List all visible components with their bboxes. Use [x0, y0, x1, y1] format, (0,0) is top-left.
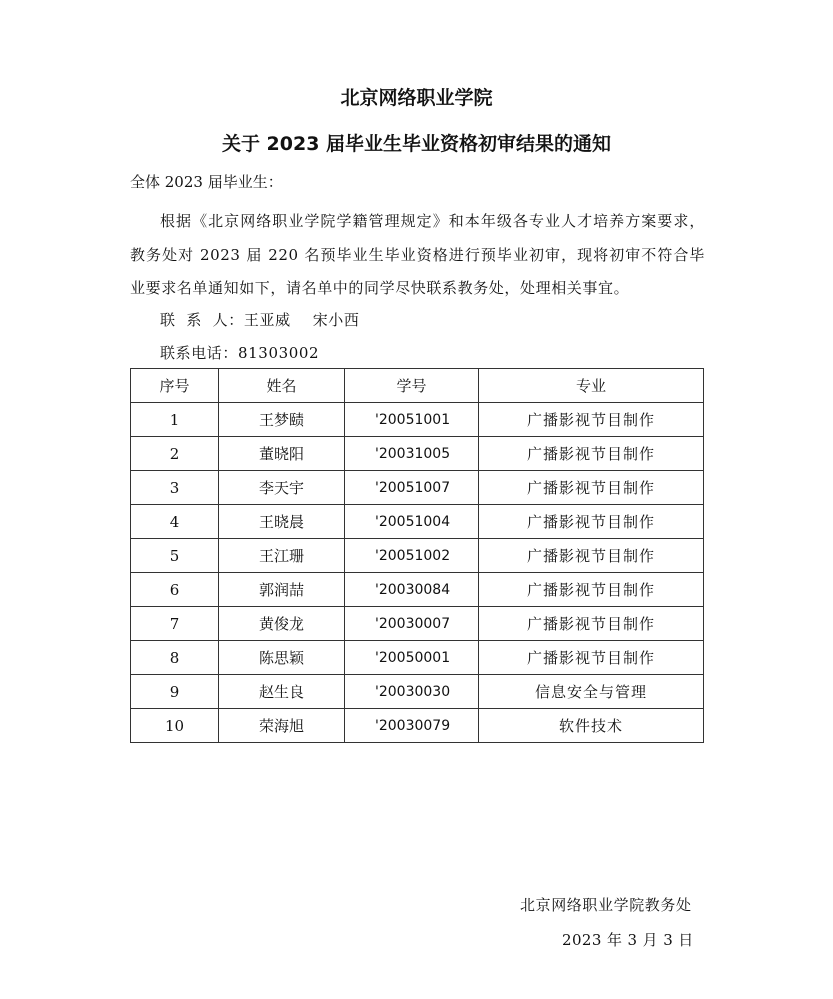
- cell-name: 黄俊龙: [219, 607, 345, 641]
- phone-line: [160, 343, 319, 363]
- cell-major: 广播影视节目制作: [479, 437, 704, 471]
- cell-sid: '20030084: [345, 573, 479, 607]
- cell-name: 郭润喆: [219, 573, 345, 607]
- student-table: [130, 368, 704, 743]
- table-row: [131, 607, 704, 641]
- cell-sid: '20030079: [345, 709, 479, 743]
- contact-line: [160, 310, 360, 330]
- cell-sid: '20030007: [345, 607, 479, 641]
- cell-no: 3: [131, 471, 219, 505]
- notice-title: 关于 2023 届毕业生毕业资格初审结果的通知: [221, 133, 612, 155]
- cell-no: 4: [131, 505, 219, 539]
- cell-name: 王梦赜: [219, 403, 345, 437]
- contact-label: 联 系 人：: [160, 311, 244, 329]
- cell-major: 广播影视节目制作: [479, 573, 704, 607]
- table-row: [131, 641, 704, 675]
- cell-no: 5: [131, 539, 219, 573]
- cell-no: 1: [131, 403, 219, 437]
- cell-name: 陈思颖: [219, 641, 345, 675]
- header-name: 姓名: [219, 369, 345, 403]
- cell-sid: '20050001: [345, 641, 479, 675]
- table-row: [131, 505, 704, 539]
- table-row: [131, 709, 704, 743]
- issuing-department: 北京网络职业学院教务处: [520, 896, 692, 914]
- contact-person-1: 王亚威: [243, 311, 291, 329]
- cell-name: 王晓晨: [219, 505, 345, 539]
- cell-no: 2: [131, 437, 219, 471]
- header-major: 专业: [479, 369, 704, 403]
- phone-number: 81303002: [238, 344, 320, 362]
- cell-name: 董晓阳: [219, 437, 345, 471]
- cell-major: 广播影视节目制作: [479, 641, 704, 675]
- cell-sid: '20051004: [345, 505, 479, 539]
- table-row: [131, 403, 704, 437]
- cell-name: 王江珊: [219, 539, 345, 573]
- cell-major: 广播影视节目制作: [479, 539, 704, 573]
- cell-no: 6: [131, 573, 219, 607]
- cell-name: 荣海旭: [219, 709, 345, 743]
- cell-no: 8: [131, 641, 219, 675]
- salutation: 全体 2023 届毕业生：: [130, 173, 283, 191]
- cell-major: 广播影视节目制作: [479, 403, 704, 437]
- cell-major: 广播影视节目制作: [479, 471, 704, 505]
- cell-name: 赵生良: [219, 675, 345, 709]
- table-row: [131, 539, 704, 573]
- cell-name: 李天宇: [219, 471, 345, 505]
- cell-sid: '20051002: [345, 539, 479, 573]
- cell-sid: '20031005: [345, 437, 479, 471]
- table-header-row: [131, 369, 704, 403]
- table-row: [131, 675, 704, 709]
- table-row: [131, 471, 704, 505]
- table-row: [131, 573, 704, 607]
- cell-major: 信息安全与管理: [479, 675, 704, 709]
- institution-title: 北京网络职业学院: [340, 87, 493, 109]
- cell-no: 7: [131, 607, 219, 641]
- contact-person-2: 宋小西: [312, 311, 360, 329]
- table-row: [131, 437, 704, 471]
- cell-major: 软件技术: [479, 709, 704, 743]
- phone-label: 联系电话：: [160, 344, 239, 362]
- cell-major: 广播影视节目制作: [479, 607, 704, 641]
- body-paragraph: 根据《北京网络职业学院学籍管理规定》和本年级各专业人才培养方案要求，教务处对 2023 届 220 名预毕业生毕业资格进行预毕业初审，现将初审不符合毕业要求名单通知如下，请名单中的同学尽快联系教务处，处理相关事宜。: [130, 212, 705, 297]
- header-no: 序号: [131, 369, 219, 403]
- cell-sid: '20030030: [345, 675, 479, 709]
- cell-sid: '20051007: [345, 471, 479, 505]
- cell-sid: '20051001: [345, 403, 479, 437]
- issue-date: 2023 年 3 月 3 日: [562, 931, 694, 949]
- header-sid: 学号: [345, 369, 479, 403]
- cell-major: 广播影视节目制作: [479, 505, 704, 539]
- cell-no: 10: [131, 709, 219, 743]
- cell-no: 9: [131, 675, 219, 709]
